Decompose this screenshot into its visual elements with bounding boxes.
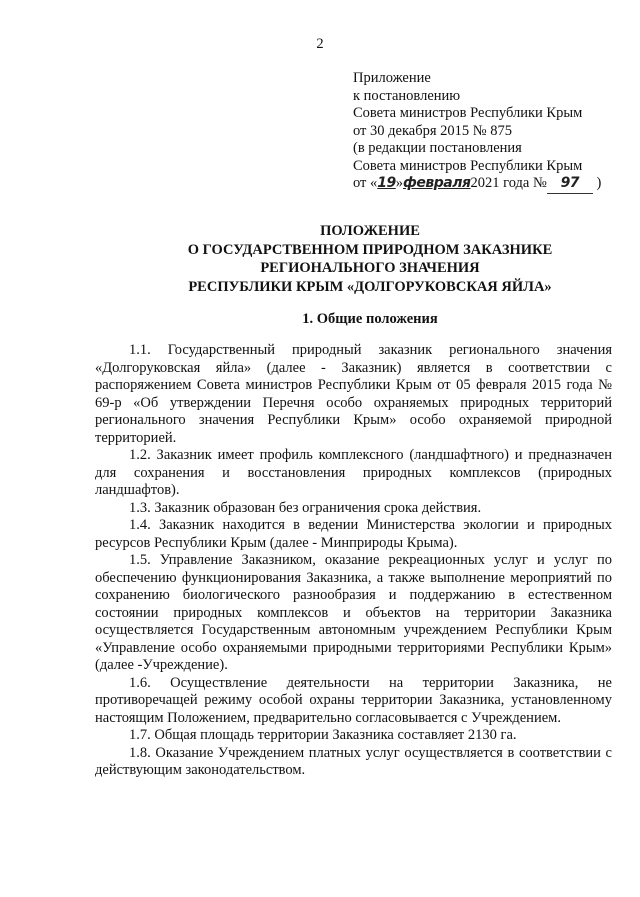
title-line: О ГОСУДАРСТВЕННОМ ПРИРОДНОМ ЗАКАЗНИКЕ <box>187 241 553 258</box>
handwritten-day: 19 <box>377 175 396 191</box>
body-text <box>95 342 612 780</box>
paragraph-1-2: 1.2. Заказник имеет профиль комплексного (ландшафтного) и предназначен для сохранения и восстановления природных комплексов (природных ландшафтов). <box>95 447 612 498</box>
paragraph-1-6: 1.6. Осуществление деятельности на территории Заказника, не противоречащей режиму особой охраны территории Заказника, установленному настоящим Положением, предварительно согласовывается с Учреждением. <box>95 674 612 726</box>
appendix-line: к постановлению <box>353 87 461 104</box>
appendix-line: (в редакции постановления <box>353 140 522 156</box>
section-heading: 1. Общие положения <box>302 311 438 327</box>
paragraph-1-3: 1.3. Заказник образован без ограничения срока действия. <box>129 499 482 516</box>
paragraph-1-4: 1.4. Заказник находится в ведении Министерства экологии и природных ресурсов Республики Крым (далее - Минприроды Крыма). <box>95 517 612 551</box>
date-quote-close: » <box>395 175 404 191</box>
handwritten-number: 97 <box>560 175 580 191</box>
document-title <box>130 222 610 296</box>
title-line: РЕГИОНАЛЬНОГО ЗНАЧЕНИЯ <box>260 260 480 276</box>
paragraph-1-1: 1.1. Государственный природный заказник регионального значения «Долгоруковская яйла» (далее - Заказник) является в соответствии с распоряжением Совета министров Республики Крым от 05 февраля 2015 года № 69-р «Об утверждении Перечня особо охраняемых природных территорий регионального значения Республики Крым» особо охраняемой природной территорией. <box>95 342 612 446</box>
appendix-block <box>353 70 623 194</box>
date-prefix: от « <box>353 175 378 191</box>
title-line: РЕСПУБЛИКИ КРЫМ «ДОЛГОРУКОВСКАЯ ЯЙЛА» <box>188 278 552 295</box>
date-year-text: 2021 года № <box>470 175 547 191</box>
number-blank <box>547 175 593 194</box>
appendix-line: Совета министров Республики Крым <box>353 157 583 174</box>
appendix-line: Приложение <box>353 70 431 86</box>
appendix-line: от 30 декабря 2015 № 875 <box>353 122 512 139</box>
date-suffix: ) <box>596 175 602 191</box>
paragraph-1-8: 1.8. Оказание Учреждением платных услуг осуществляется в соответствии с действующим законодательством. <box>95 744 612 778</box>
page-number: 2 <box>316 36 324 52</box>
appendix-line: Совета министров Республики Крым <box>353 105 583 121</box>
handwritten-month: февраля <box>403 175 471 191</box>
title-line: ПОЛОЖЕНИЕ <box>320 223 420 239</box>
appendix-date-line <box>353 175 623 194</box>
paragraph-1-7: 1.7. Общая площадь территории Заказника составляет 2130 га. <box>129 727 517 743</box>
paragraph-1-5: 1.5. Управление Заказником, оказание рекреационных услуг и услуг по обеспечению функционирования Заказника, а также выполнение мероприятий по сохранению биологического разнообразия и поддержанию в естественном состоянии природных комплексов и объектов на территории Заказника осуществляется Государственным автономным учреждением Республики Крым «Управление особо охраняемыми природными территориями Республики Крым» (далее -Учреждение). <box>95 552 612 673</box>
